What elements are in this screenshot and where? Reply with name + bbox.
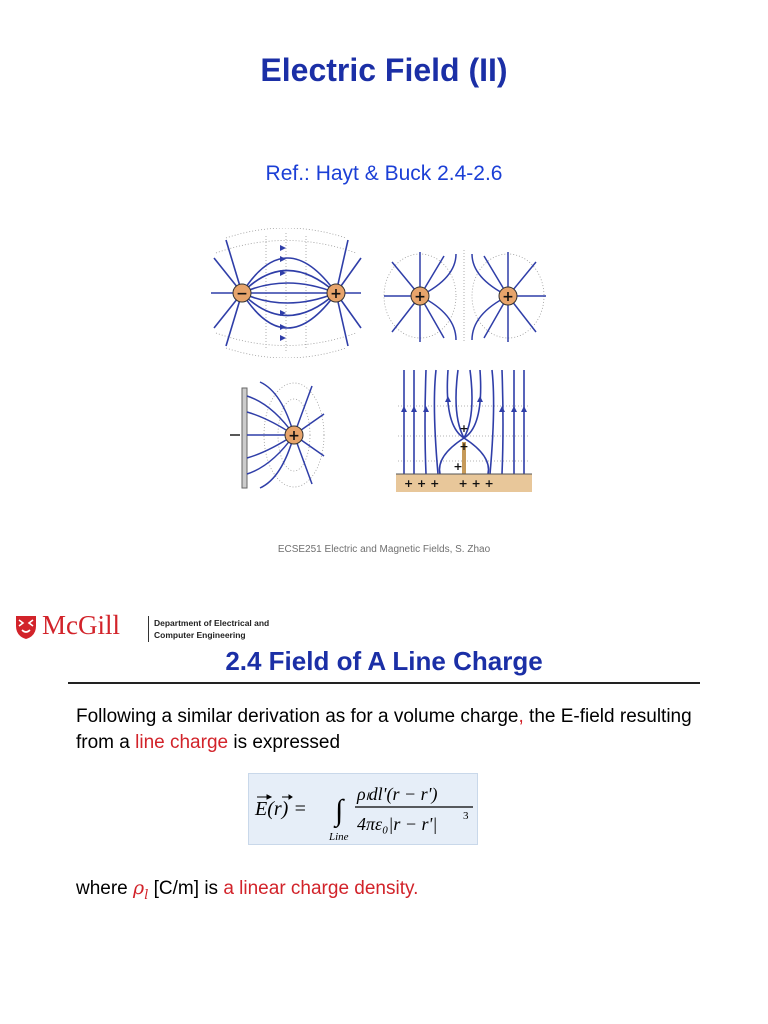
formula-denominator: 4πε₀|r − r'| <box>357 814 438 834</box>
positive-charge-left-label: + <box>414 289 426 305</box>
formula-exponent: 3 <box>463 810 469 822</box>
section-heading: 2.4 Field of A Line Charge <box>225 646 543 676</box>
tip-charge-label-3: + <box>453 460 463 473</box>
paragraph-part-1: Following a similar derivation as for a volume charge <box>76 706 519 727</box>
rho-symbol: ρ <box>133 877 145 899</box>
slide-2 <box>0 590 768 1024</box>
logo-divider <box>148 616 149 642</box>
department-line-2: Computer Engineering <box>154 630 246 640</box>
department-name <box>154 617 284 641</box>
slide-footer: ECSE251 Electric and Magnetic Fields, S. Zhao <box>277 544 491 555</box>
heading-rule <box>68 682 700 684</box>
mcgill-logo <box>14 608 274 648</box>
like-charges-field-figure <box>380 248 550 346</box>
integral-subscript: Line <box>329 831 349 843</box>
plate-charges-label: + + + + + + <box>404 477 494 490</box>
integral-sign: ∫ <box>335 794 344 827</box>
linear-density-term: a linear charge density. <box>223 878 419 899</box>
paragraph-comma: , <box>518 706 524 727</box>
line-charge-term: line charge <box>135 732 229 753</box>
where-part-2: [C/m] is <box>148 878 224 899</box>
plane-positive-charge-label: + <box>288 428 300 444</box>
tip-charge-label-1: + <box>459 422 469 435</box>
paragraph-part-2: the E-field resulting from a <box>76 706 692 753</box>
paragraph-part-3: is expressed <box>228 732 341 753</box>
mcgill-crest-icon <box>14 614 38 640</box>
tip-charge-label-2: + <box>459 440 469 453</box>
slide-title: Electric Field (II) <box>260 52 508 88</box>
negative-charge-label: − <box>236 286 248 302</box>
dipole-field-figure <box>206 228 366 358</box>
formula-lhs: E(r) = <box>255 798 307 820</box>
reference-text: Ref.: Hayt & Buck 2.4-2.6 <box>265 162 503 185</box>
charged-plate-field-figure <box>396 366 532 494</box>
formula-numerator: ρₗdl'(r − r') <box>357 784 438 804</box>
charge-near-plane-figure <box>228 374 328 496</box>
positive-charge-label: + <box>330 286 342 302</box>
positive-charge-right-label: + <box>502 289 514 305</box>
department-line-1: Department of Electrical and <box>154 618 270 628</box>
where-part-1: where <box>76 878 134 899</box>
where-text <box>76 877 418 903</box>
line-charge-field-formula <box>248 773 478 845</box>
mcgill-wordmark: McGill <box>42 610 120 640</box>
rho-subscript: l <box>144 887 149 903</box>
body-paragraph <box>76 704 706 756</box>
